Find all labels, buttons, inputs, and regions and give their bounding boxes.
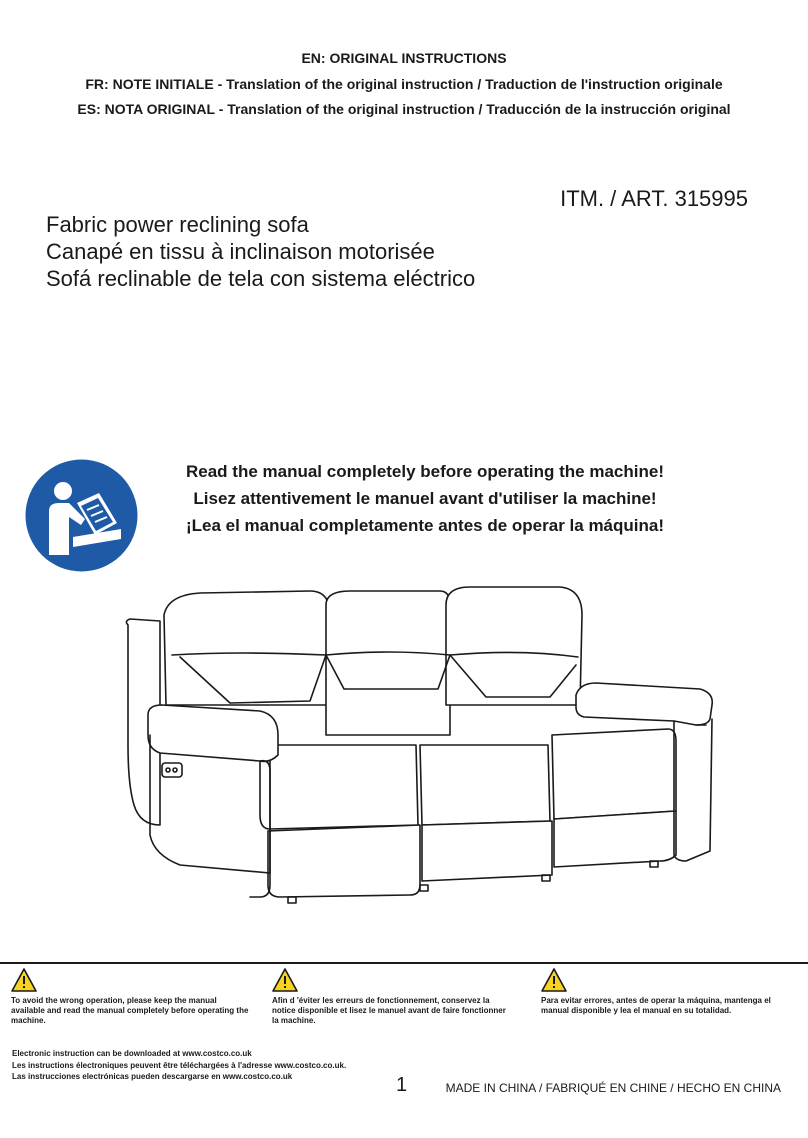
warning-triangle-icon: [11, 968, 37, 992]
product-title-en: Fabric power reclining sofa: [46, 212, 309, 237]
item-number: ITM. / ART. 315995: [560, 186, 748, 211]
electronic-instruction-en: Electronic instruction can be downloaded at www.costco.co.uk: [12, 1049, 252, 1058]
caution-text-en: To avoid the wrong operation, please keep the manual available and read the manual completely before operating the machine.: [11, 996, 249, 1025]
electronic-instruction-fr: Les instructions électroniques peuvent être téléchargées à l'adresse www.costco.co.uk.: [12, 1061, 347, 1070]
caution-en: [11, 968, 251, 1026]
header-line-en: EN: ORIGINAL INSTRUCTIONS: [301, 50, 507, 66]
sofa-line-drawing: [120, 585, 720, 915]
page-number: 1: [396, 1074, 408, 1096]
read-manual-es: ¡Lea el manual completamente antes de operar la máquina!: [185, 516, 665, 535]
caution-fr: [272, 968, 512, 1026]
caution-text-fr: Afin d 'éviter les erreurs de fonctionnement, conservez la notice disponible et lisez le manuel avant de faire fonctionner la machine.: [272, 996, 506, 1025]
read-manual-en: Read the manual completely before operating the machine!: [186, 462, 664, 481]
read-manual-icon: [25, 459, 138, 572]
product-title-fr: Canapé en tissu à inclinaison motorisée: [46, 239, 435, 264]
header-line-es: ES: NOTA ORIGINAL - Translation of the original instruction / Traducción de la instrucción original: [77, 101, 731, 117]
warning-triangle-icon: [541, 968, 567, 992]
caution-es: [541, 968, 781, 1016]
electronic-instruction-es: Las instrucciones electrónicas pueden descargarse en www.costco.co.uk: [12, 1072, 293, 1081]
product-title-es: Sofá reclinable de tela con sistema eléctrico: [46, 266, 476, 291]
section-divider: [0, 962, 808, 964]
read-manual-fr: Lisez attentivement le manuel avant d'utiliser la machine!: [193, 489, 657, 508]
header-line-fr: FR: NOTE INITIALE - Translation of the original instruction / Traduction de l'instruction originale: [85, 76, 723, 92]
made-in-label: MADE IN CHINA / FABRIQUÉ EN CHINE / HECHO EN CHINA: [445, 1081, 781, 1095]
caution-text-es: Para evitar errores, antes de operar la máquina, mantenga el manual disponible y lea el manual en su totalidad.: [541, 996, 771, 1015]
warning-triangle-icon: [272, 968, 298, 992]
